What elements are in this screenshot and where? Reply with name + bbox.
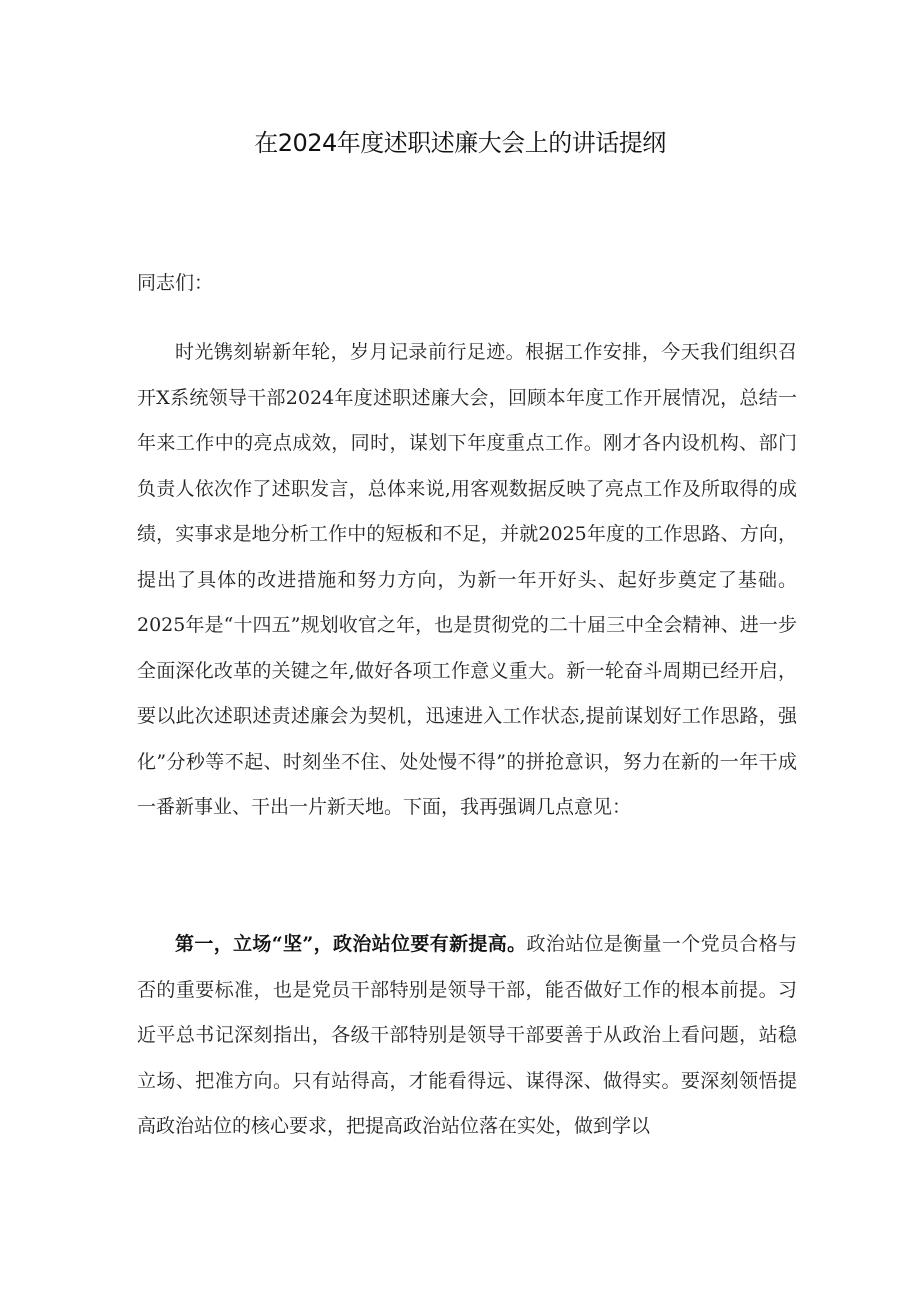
paragraph-text: 时光镌刻崭新年轮，岁月记录前行足迹。根据工作安排，今天我们组织召开X系统领导干部2024年度述职述廉大会，回顾本年度工作开展情况，总结一年来工作中的亮点成效，同时，谋划下年度重点工作。刚才各内设机构、部门负责人依次作了述职发言，总体来说,用客观数据反映了亮点工作及所取得的成绩，实事求是地分析工作中的短板和不足，并就2025年度的工作思路、方向，提出了具体的改进措施和努力方向，为新一年开好头、起好步奠定了基础。2025年是“十四五”规划收官之年，也是贯彻党的二十届三中全会精神、进一步全面深化改革的关键之年,做好各项工作意义重大。新一轮奋斗周期已经开启，要以此次述职述责述廉会为契机，迅速进入工作状态,提前谋划好工作思路，强化”分秒等不起、时刻坐不住、处处慢不得”的拼抢意识，努力在新的一年干成一番新事业、干出一片新天地。下面，我再强调几点意见： <box>137 341 797 818</box>
body-paragraph-point-one <box>137 922 797 1150</box>
paragraph-lead-heading: 第一，立场“坚”，政治站位要有新提高。 <box>175 933 527 955</box>
paragraph-text: 政治站位是衡量一个党员合格与否的重要标准，也是党员干部特别是领导干部，能否做好工作的根本前提。习近平总书记深刻指出，各级干部特别是领导干部要善于从政治上看问题，站稳立场、把准方向。只有站得高，才能看得远、谋得深、做得实。要深刻领悟提高政治站位的核心要求，把提高政治站位落在实处，做到学以 <box>137 933 797 1137</box>
salutation: 同志们： <box>137 272 214 294</box>
document-title: 在2024年度述职述廉大会上的讲话提纲 <box>254 129 666 157</box>
body-paragraph-intro <box>137 330 797 831</box>
